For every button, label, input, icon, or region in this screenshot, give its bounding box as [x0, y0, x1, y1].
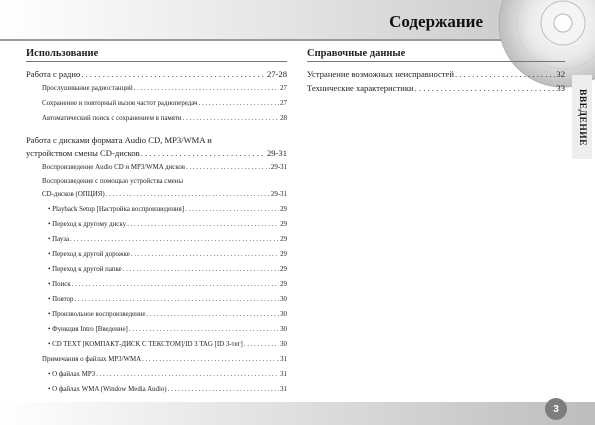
toc-entry[interactable]: • Поиск . . . 29 — [26, 277, 287, 292]
toc-entry[interactable]: • Переход к другому диску . . . 29 — [26, 217, 287, 232]
toc-entry[interactable]: • О файлах WMA (Window Media Audio) . . . 31 — [26, 382, 287, 397]
section-side-tab — [572, 75, 592, 159]
toc-entry-specifications[interactable]: Технические характеристики . . . 33 — [307, 81, 565, 95]
toc-entry-changer-title: Воспроизведение с помощью устройства смены — [42, 178, 184, 185]
toc-entry[interactable]: • CD TEXT [КОМПАКТ-ДИСК С ТЕКСТОМ]/ID 3 TAG [ID 3-тег] . . . 30 — [26, 337, 287, 352]
toc-entry[interactable]: • Повтор . . . 30 — [26, 292, 287, 307]
toc-entry[interactable]: • Функция Intro [Введение] . . . 30 — [26, 322, 287, 337]
page-title: Содержание — [389, 12, 483, 31]
toc-entry[interactable]: • Playback Setup [Настройка воспроизведения] . . . 29 — [26, 202, 287, 217]
toc-entry[interactable]: • Пауза . . . 29 — [26, 232, 287, 247]
section-title-usage: Использование — [26, 48, 287, 62]
side-tab-label: ВВЕДЕНИЕ — [577, 88, 587, 146]
toc-entry[interactable]: • Переход к другой дорожке . . . 29 — [26, 247, 287, 262]
toc-entry[interactable]: • Переход к другой папке . . . 29 — [26, 262, 287, 277]
page-number-badge: 3 — [545, 398, 567, 420]
toc-left-column — [26, 48, 287, 397]
toc-entry-disc-title: Работа с дисками формата Audio CD, MP3/WMA и — [26, 135, 212, 145]
toc-entry[interactable]: Сохранение и повторный вызов частот радиопередач . . . 27 — [26, 96, 287, 111]
toc-entry[interactable]: Примечания о файлах MP3/WMA . . . 31 — [26, 352, 287, 367]
toc-entry[interactable]: Воспроизведение Audio CD и MP3/WMA дисков . . . 29-31 — [26, 160, 287, 175]
toc-entry-disc[interactable]: устройством смены CD-дисков . . . 29-31 — [26, 146, 287, 160]
toc-right-column — [307, 48, 565, 95]
section-title-reference: Справочные данные — [307, 48, 565, 62]
toc-entry[interactable]: Прослушивание радиостанций . . . 27 — [26, 81, 287, 96]
toc-entry[interactable]: • Произвольное воспроизведение . . . 30 — [26, 307, 287, 322]
toc-entry[interactable]: • О файлах MP3 . . . 31 — [26, 367, 287, 382]
footer-band — [0, 402, 595, 425]
toc-entry-troubleshooting[interactable]: Устранение возможных неисправностей . . . 32 — [307, 67, 565, 81]
toc-entry[interactable]: Автоматический поиск с сохранением в памяти . . . 28 — [26, 111, 287, 126]
toc-entry-changer[interactable]: CD-дисков (ОПЦИЯ) . . . 29-31 — [26, 187, 287, 202]
toc-entry-radio[interactable]: Работа с радио . . . 27-28 — [26, 67, 287, 81]
